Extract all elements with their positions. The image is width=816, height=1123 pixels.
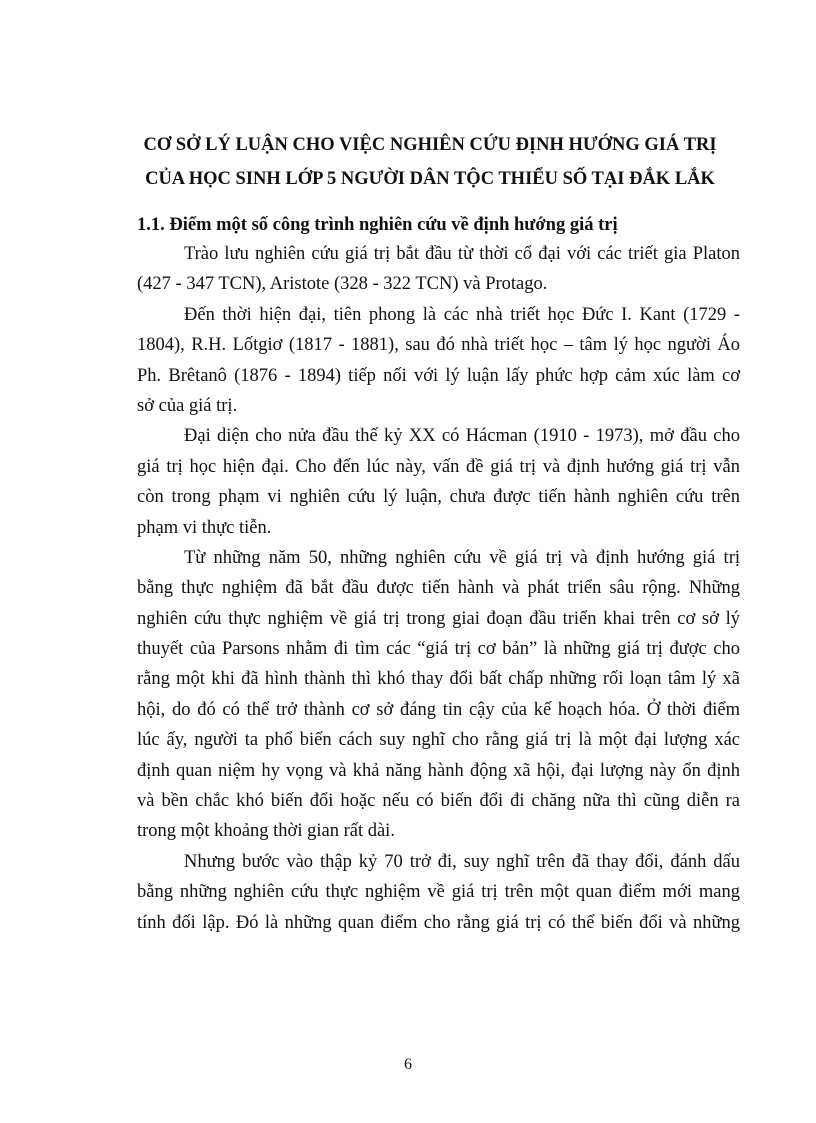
text-line: và bền chắc khó biến đổi hoặc nếu có biến đổi đi chăng nữa thì cũng diễn ra [137,791,740,812]
text-line: bằng thực nghiệm đã bắt đầu được tiến hành và phát triển sâu rộng. Những [137,578,740,599]
text-line: Ph. Brêtanô (1876 - 1894) tiếp nối với lý luận lấy phức hợp cảm xúc làm cơ [137,365,740,386]
text-line: thuyết của Parsons nhằm đi tìm các “giá trị cơ bản” là những giá trị được cho [137,639,740,660]
section-heading: 1.1. Điểm một số công trình nghiên cứu về định hướng giá trị [137,215,618,235]
text-line: nghiên cứu thực nghiệm về giá trị trong giai đoạn đầu triển khai trên cơ sở lý [137,608,740,629]
body-text [137,239,740,938]
text-line: giá trị học hiện đại. Cho đến lúc này, vấn đề giá trị và định hướng giá trị vẫn [137,456,740,477]
chapter-title-line-2: CỦA HỌC SINH LỚP 5 NGƯỜI DÂN TỘC THIỂU SỐ TẠI ĐẮK LẮK [145,169,715,189]
text-line: 1804), R.H. Lốtgiơ (1817 - 1881), sau đó nhà triết học – tâm lý học người Áo [137,335,740,356]
text-line: sở của giá trị. [137,395,238,416]
text-line: Đại diện cho nửa đầu thế kỷ XX có Hácman (1910 - 1973), mở đầu cho [184,426,740,447]
text-line: trong một khoảng thời gian rất dài. [137,821,395,842]
text-line: định quan niệm hy vọng và khả năng hành động xã hội, đại lượng này ổn định [137,760,740,781]
page-number: 6 [404,1056,412,1073]
chapter-title [120,128,740,196]
text-line: tính đối lập. Đó là những quan điểm cho rằng giá trị có thể biến đổi và những [137,912,740,933]
text-line: Đến thời hiện đại, tiên phong là các nhà triết học Đức I. Kant (1729 - [184,304,740,325]
text-line: phạm vi thực tiễn. [137,517,272,538]
text-line: (427 - 347 TCN), Aristote (328 - 322 TCN) và Protago. [137,274,548,295]
text-line: bằng những nghiên cứu thực nghiệm về giá trị trên một quan điểm mới mang [137,882,740,903]
chapter-title-line-1: CƠ SỞ LÝ LUẬN CHO VIỆC NGHIÊN CỨU ĐỊNH HƯỚNG GIÁ TRỊ [143,135,717,155]
text-line: còn trong phạm vi nghiên cứu lý luận, chưa được tiến hành nghiên cứu trên [137,487,740,508]
text-line: Trào lưu nghiên cứu giá trị bắt đầu từ thời cổ đại với các triết gia Platon [184,244,740,264]
text-line: rằng một khi đã hình thành thì khó thay đổi bất chấp những rối loạn tâm lý xã [137,669,740,690]
text-line: lúc ấy, người ta phổ biến cách suy nghĩ cho rằng giá trị là một đại lượng xác [137,730,740,751]
text-line: Nhưng bước vào thập kỷ 70 trở đi, suy nghĩ trên đã thay đổi, đánh dấu [184,851,740,872]
text-line: Từ những năm 50, những nghiên cứu về giá trị và định hướng giá trị [184,547,740,568]
text-line: hội, do đó có thể trở thành cơ sở đáng tin cậy của kế hoạch hóa. Ở thời điểm [137,699,740,720]
